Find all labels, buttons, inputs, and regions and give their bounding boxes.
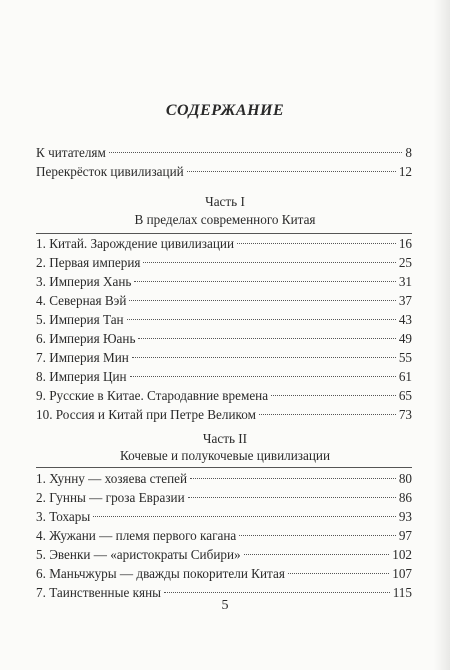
toc-entry-label: 5. Империя Тан xyxy=(36,312,124,327)
page-number: 5 xyxy=(221,598,229,613)
toc-entry-label: 2. Гунны — гроза Евразии xyxy=(36,490,185,505)
leader-dots xyxy=(187,171,396,172)
toc-entry xyxy=(36,350,412,366)
page-title: СОДЕРЖАНИЕ xyxy=(165,102,285,119)
toc-entry-page: 65 xyxy=(398,388,412,403)
part-2-subtitle: Кочевые и полукочевые цивилизации xyxy=(119,448,331,463)
leader-dots xyxy=(138,338,395,339)
toc-entry-label: 10. Россия и Китай при Петре Великом xyxy=(36,407,256,422)
toc-entry-page: 12 xyxy=(398,164,412,179)
leader-dots xyxy=(164,592,390,593)
leader-dots xyxy=(271,395,396,396)
leader-dots xyxy=(130,376,396,377)
toc-entry-page: 93 xyxy=(398,509,412,524)
toc-entry-page: 25 xyxy=(398,255,412,270)
leader-dots xyxy=(244,554,390,555)
leader-dots xyxy=(134,281,395,282)
part-1-divider xyxy=(36,233,412,234)
toc-entry-label: 4. Жужани — племя первого кагана xyxy=(36,528,237,543)
toc-entry-label: 3. Империя Хань xyxy=(36,274,132,289)
toc-entry xyxy=(36,407,412,423)
leader-dots xyxy=(259,414,396,415)
toc-entry-label: 9. Русские в Китае. Стародавние времена xyxy=(36,388,269,403)
leader-dots xyxy=(239,535,396,536)
toc-entry-label: 6. Империя Юань xyxy=(36,331,136,346)
toc-entry xyxy=(36,274,412,290)
toc-entry-page: 73 xyxy=(398,407,412,422)
toc-entry-label: Перекрёсток цивилизаций xyxy=(36,164,184,179)
toc-entry xyxy=(36,471,412,487)
toc-entry xyxy=(36,528,412,544)
toc-entry-front-2 xyxy=(36,164,412,180)
toc-entry-page: 61 xyxy=(398,369,412,384)
toc-entry-label: 1. Китай. Зарождение цивилизации xyxy=(36,236,234,251)
toc-entry xyxy=(36,312,412,328)
toc-entry-label: 6. Маньчжуры — дважды покорители Китая xyxy=(36,566,285,581)
toc-entry-label: 2. Первая империя xyxy=(36,255,141,270)
toc-entry-page: 115 xyxy=(392,585,412,600)
toc-entry xyxy=(36,331,412,347)
toc-entry xyxy=(36,255,412,271)
leader-dots xyxy=(190,478,396,479)
toc-entry-page: 49 xyxy=(398,331,412,346)
toc-entry-page: 102 xyxy=(392,547,412,562)
toc-entry xyxy=(36,490,412,506)
toc-entry xyxy=(36,369,412,385)
toc-entry-page: 55 xyxy=(398,350,412,365)
toc-entry-label: 8. Империя Цин xyxy=(36,369,127,384)
toc-entry-front-1 xyxy=(36,145,412,161)
toc-entry-label: К читателям xyxy=(36,145,106,160)
leader-dots xyxy=(143,262,395,263)
toc-entry xyxy=(36,388,412,404)
leader-dots xyxy=(188,497,396,498)
toc-entry-label: 7. Империя Мин xyxy=(36,350,129,365)
toc-entry-page: 107 xyxy=(392,566,412,581)
leader-dots xyxy=(237,243,396,244)
toc-entry-page: 37 xyxy=(398,293,412,308)
toc-entry xyxy=(36,293,412,309)
part-2-title: Часть II xyxy=(202,431,248,446)
toc-entry-label: 7. Таинственные кяны xyxy=(36,585,162,600)
toc-entry-page: 86 xyxy=(398,490,412,505)
leader-dots xyxy=(132,357,396,358)
toc-entry-page: 43 xyxy=(398,312,412,327)
page-edge-shadow xyxy=(434,0,450,670)
leader-dots xyxy=(129,300,395,301)
leader-dots xyxy=(109,152,403,153)
part-1-title: Часть I xyxy=(205,194,245,209)
toc-entry-page: 31 xyxy=(398,274,412,289)
part-1-subtitle: В пределах современного Китая xyxy=(134,212,316,227)
toc-entry-page: 16 xyxy=(398,236,412,251)
toc-entry xyxy=(36,509,412,525)
toc-entry-page: 8 xyxy=(405,145,412,160)
toc-entry-page: 97 xyxy=(398,528,412,543)
leader-dots xyxy=(288,573,389,574)
leader-dots xyxy=(127,319,396,320)
toc-entry-label: 4. Северная Вэй xyxy=(36,293,127,308)
toc-entry-label: 3. Тохары xyxy=(36,509,91,524)
toc-entry-page: 80 xyxy=(398,471,412,486)
toc-entry xyxy=(36,547,412,563)
toc-entry-label: 5. Эвенки — «аристократы Сибири» xyxy=(36,547,241,562)
part-2-divider xyxy=(36,467,412,468)
toc-entry-label: 1. Хунну — хозяева степей xyxy=(36,471,188,486)
toc-entry xyxy=(36,236,412,252)
toc-entry xyxy=(36,566,412,582)
leader-dots xyxy=(93,516,396,517)
